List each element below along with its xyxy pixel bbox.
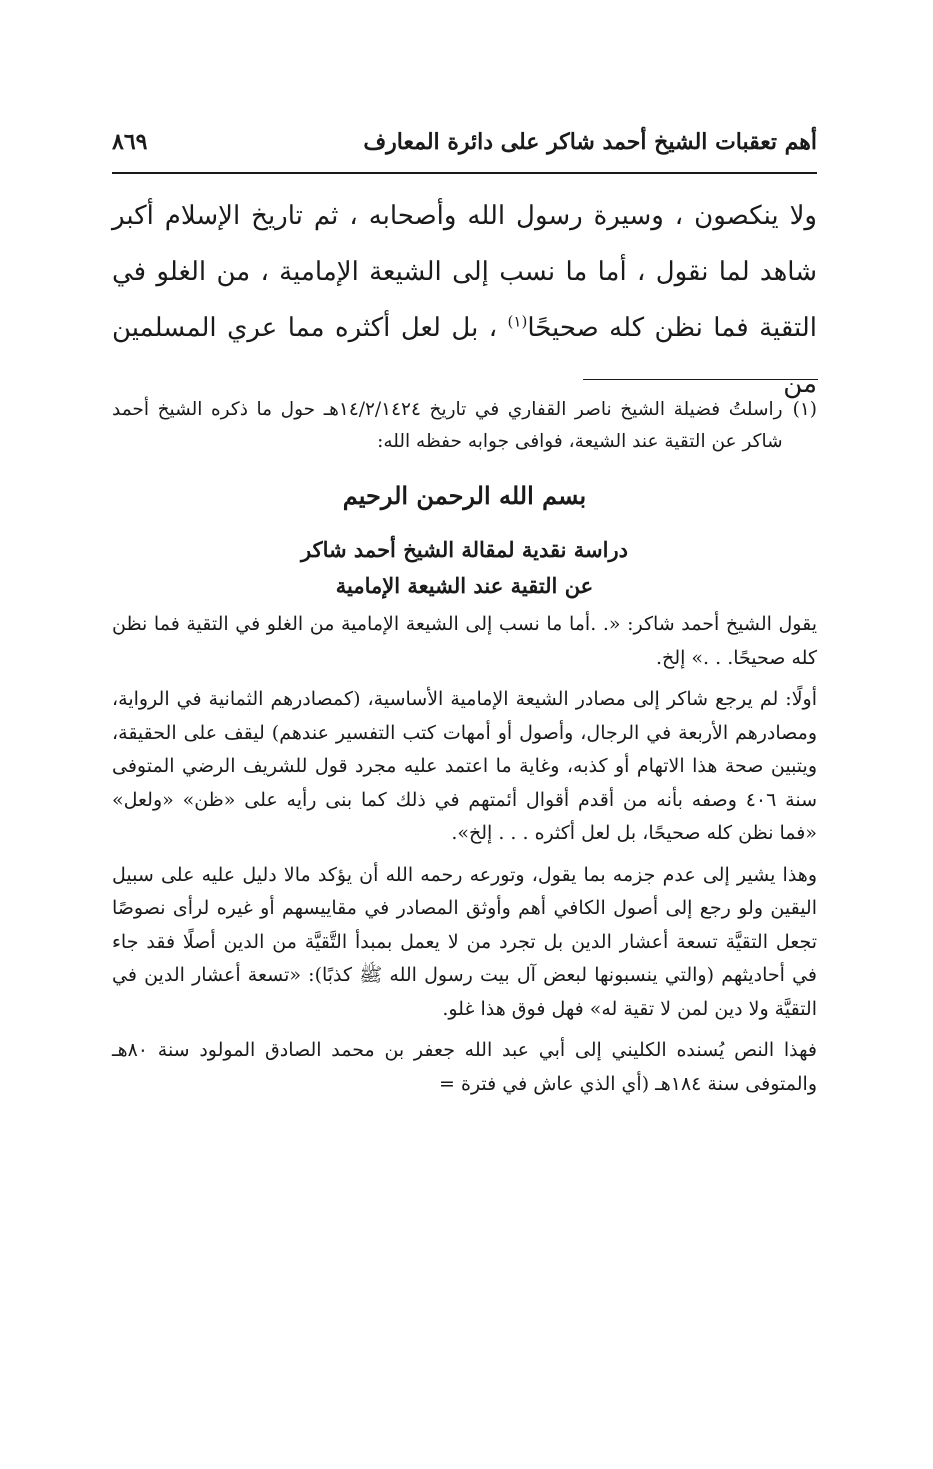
footnote-section: [112, 394, 817, 1101]
footnote-marker: (١): [792, 399, 817, 420]
running-header: [112, 118, 817, 166]
main-text-part-1: ولا ينكصون ، وسيرة رسول الله وأصحابه ، ثم تاريخ الإسلام أكبر شاهد لما نقول ، أما ما نسب إلى الشيعة الإمامية ، من الغلو في التقية فما نظن كله صحيحًا: [112, 201, 817, 343]
footnote-separator: [583, 379, 818, 380]
footnote-paragraph-4: فهذا النص يُسنده الكليني إلى أبي عبد الله جعفر بن محمد الصادق المولود سنة ٨٠هـ والمتوفى سنة ١٨٤هـ (أي الذي عاش في فترة =: [112, 1039, 817, 1095]
footnote-intro: [112, 394, 817, 458]
footnote-reference: (١): [507, 312, 528, 331]
footnote-paragraph-3: وهذا يشير إلى عدم جزمه بما يقول، وتورعه رحمه الله أن يؤكد مالا دليل عليه على سبيل اليقين ولو رجع إلى أصول الكافي أهم وأوثق المصادر في مقاييسهم أو غيره لرأى نصوصًا تجعل التقيَّة تسعة أعشار الدين بل تجرد من لا يعمل بمبدأ التَّقيَّة من الدين أصلًا فقد جاء في أحاديثهم (والتي ينسبونها لبعض آل بيت رسول الله ﷺ كذبًا): «تسعة أعشار الدين في التقيَّة ولا دين لمن لا تقية له» فهل فوق هذا غلو.: [112, 863, 817, 1020]
header-title: أهم تعقبات الشيخ أحمد شاكر على دائرة المعارف: [363, 129, 817, 155]
footnote-paragraph-2: أولًا: لم يرجع شاكر إلى مصادر الشيعة الإمامية الأساسية، (كمصادرهم الثمانية في الرواية، ومصادرهم الأربعة في الرجال، وأصول أو أمهات كتب التفسير عندهم) ليقف على الحقيقة، ويتبين صحة هذا الاتهام أو كذبه، وغاية ما اعتمد عليه مجرد قول للشريف الرضي المتوفى سنة ٤٠٦ وصفه بأنه من أقدم أقوال أئمتهم في ذلك كما بنى رأيه على «ظن» «ولعل» «فما نظن كله صحيحًا، بل لعل أكثره . . . إلخ».: [112, 688, 817, 844]
main-text-part-2: ، بل لعل أكثره مما عري المسلمين من: [112, 313, 817, 399]
study-title-line-2: عن التقية عند الشيعة الإمامية: [335, 573, 594, 598]
header-rule: [112, 172, 817, 174]
footnote-intro-text: راسلتُ فضيلة الشيخ ناصر القفاري في تاريخ ١٤/٢/١٤٢٤هـ حول ما ذكره الشيخ أحمد شاكر عن التقية عند الشيعة، فوافى جوابه حفظه الله:: [112, 399, 783, 452]
basmala-heading: بسم الله الرحمن الرحيم: [342, 481, 587, 510]
footnote-paragraph-1: يقول الشيخ أحمد شاكر: «. .أما ما نسب إلى الشيعة الإمامية من الغلو في التقية فما نظن كله صحيحًا. . .» إلخ.: [112, 613, 817, 669]
page-number: ٨٦٩: [112, 129, 148, 155]
study-title-line-1: دراسة نقدية لمقالة الشيخ أحمد شاكر: [301, 537, 628, 562]
